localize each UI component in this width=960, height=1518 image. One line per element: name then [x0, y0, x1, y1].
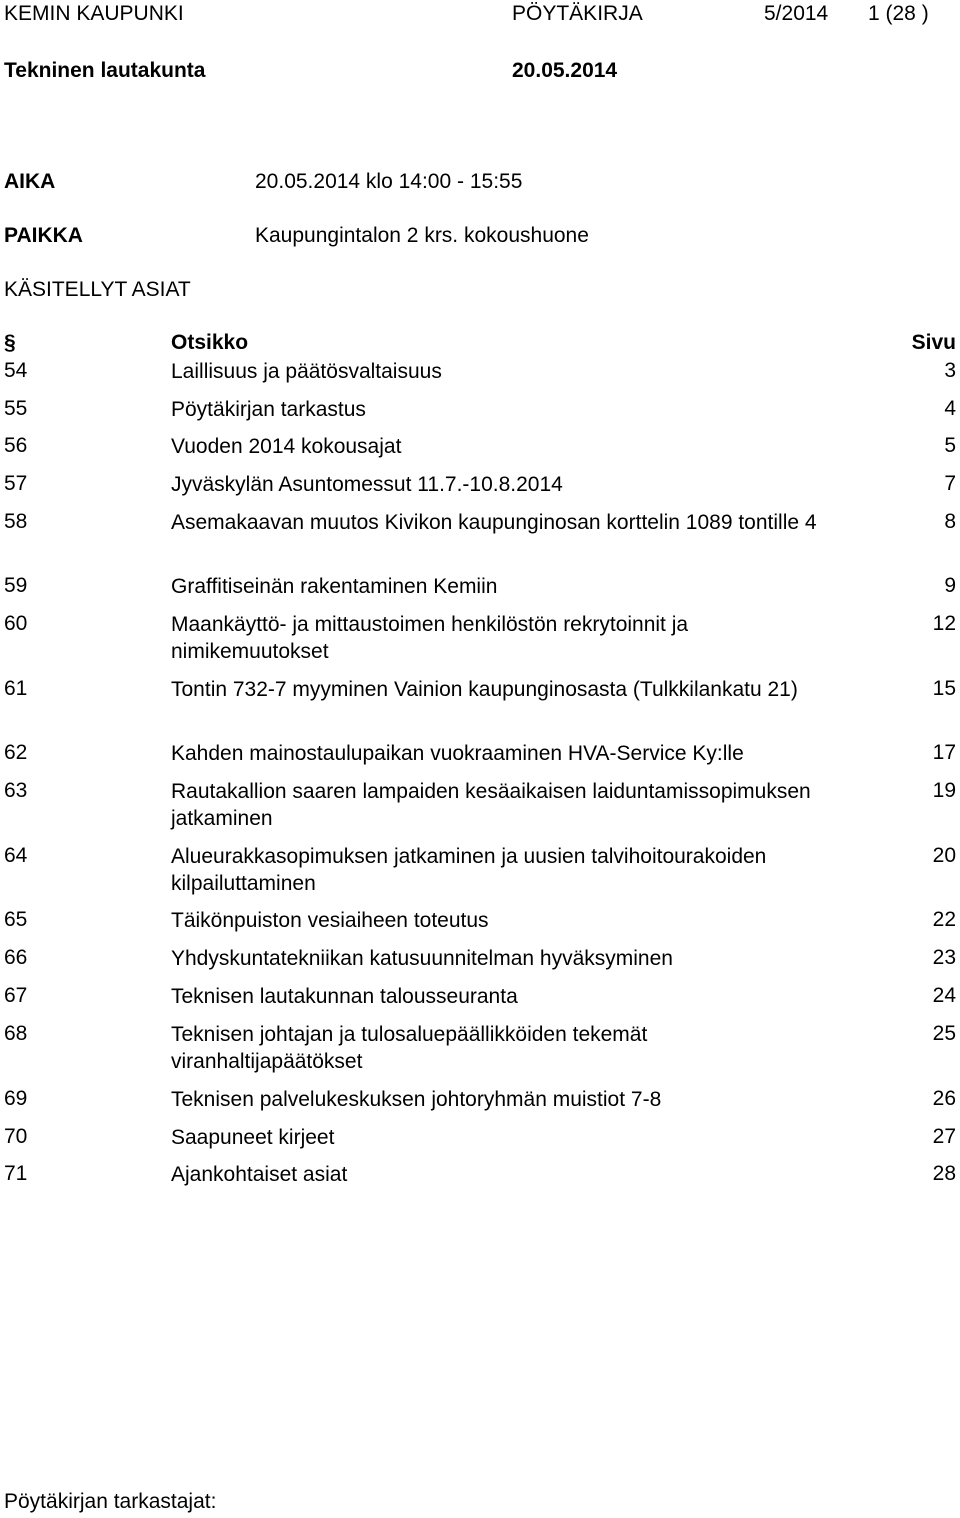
time-value: 20.05.2014 klo 14:00 - 15:55 — [255, 170, 523, 193]
agenda-item-number: 56 — [4, 434, 28, 457]
agenda-item-title: Vuoden 2014 kokousajat — [171, 435, 402, 458]
agenda-item-page: 24 — [932, 984, 956, 1007]
agenda-item-title: Teknisen palvelukeskuksen johtoryhmän muistiot 7-8 — [171, 1088, 662, 1111]
agenda-item-number: 55 — [4, 397, 28, 420]
agenda-item-page: 9 — [944, 574, 956, 597]
agenda-item-title: Saapuneet kirjeet — [171, 1126, 335, 1149]
agenda-item-number: 54 — [4, 359, 28, 382]
agenda-item-page: 22 — [932, 908, 956, 931]
agenda-item-page: 4 — [944, 397, 956, 420]
agenda-item-page: 20 — [932, 844, 956, 867]
agenda-item-page: 17 — [932, 741, 956, 764]
agenda-item-number: 60 — [4, 612, 28, 635]
agenda-item-number: 61 — [4, 677, 28, 700]
place-value: Kaupungintalon 2 krs. kokoushuone — [255, 224, 589, 247]
agenda-item-title: Asemakaavan muutos Kivikon kaupunginosan korttelin 1089 tontille 4 — [171, 511, 817, 534]
meeting-date: 20.05.2014 — [512, 59, 618, 82]
organization-name: KEMIN KAUPUNKI — [4, 2, 184, 25]
agenda-item-title: Teknisen lautakunnan talousseuranta — [171, 985, 518, 1008]
agenda-item-title: Tontin 732-7 myyminen Vainion kaupunginosasta (Tulkkilankatu 21) — [171, 678, 798, 701]
agenda-item-number: 70 — [4, 1125, 28, 1148]
agenda-item-number: 58 — [4, 510, 28, 533]
agenda-item-number: 62 — [4, 741, 28, 764]
agenda-item-title: Rautakallion saaren lampaiden kesäaikaisen laiduntamissopimuksen jatkaminen — [171, 780, 811, 830]
agenda-item-title: Yhdyskuntatekniikan katusuunnitelman hyväksyminen — [171, 947, 673, 970]
agenda-item-page: 28 — [932, 1162, 956, 1185]
agenda-item-page: 19 — [932, 779, 956, 802]
agenda-item-number: 69 — [4, 1087, 28, 1110]
column-header-title: Otsikko — [171, 331, 249, 354]
agenda-item-page: 8 — [944, 510, 956, 533]
agenda-item-page: 12 — [932, 612, 956, 635]
agenda-item-page: 5 — [944, 434, 956, 457]
agenda-item-page: 25 — [932, 1022, 956, 1045]
board-name: Tekninen lautakunta — [4, 59, 206, 82]
reviewers-label: Pöytäkirjan tarkastajat: — [4, 1490, 217, 1513]
agenda-item-number: 68 — [4, 1022, 28, 1045]
agenda-item-number: 59 — [4, 574, 28, 597]
time-label: AIKA — [4, 170, 56, 193]
agenda-item-title: Maankäyttö- ja mittaustoimen henkilöstön rekrytoinnit ja nimikemuutokset — [171, 613, 689, 663]
agenda-item-page: 23 — [932, 946, 956, 969]
column-header-page: Sivu — [911, 331, 956, 354]
agenda-item-page: 7 — [944, 472, 956, 495]
agenda-item-title: Kahden mainostaulupaikan vuokraaminen HVA-Service Ky:lle — [171, 742, 744, 765]
document-type: PÖYTÄKIRJA — [512, 2, 643, 25]
section-title: KÄSITELLYT ASIAT — [4, 278, 191, 301]
section-symbol-icon: § — [4, 331, 16, 354]
agenda-item-title: Teknisen johtajan ja tulosaluepäällikköiden tekemät viranhaltijapäätökset — [171, 1023, 648, 1073]
agenda-item-title: Alueurakkasopimuksen jatkaminen ja uusien talvihoitourakoiden kilpailuttaminen — [171, 845, 767, 895]
agenda-item-page: 27 — [932, 1125, 956, 1148]
page-indicator: 1 (28 ) — [868, 2, 929, 25]
agenda-item-number: 66 — [4, 946, 28, 969]
agenda-item-title: Laillisuus ja päätösvaltaisuus — [171, 360, 442, 383]
agenda-item-number: 67 — [4, 984, 28, 1007]
agenda-item-page: 26 — [932, 1087, 956, 1110]
agenda-item-number: 57 — [4, 472, 28, 495]
agenda-item-title: Ajankohtaiset asiat — [171, 1163, 348, 1186]
agenda-item-page: 15 — [932, 677, 956, 700]
agenda-item-number: 71 — [4, 1162, 28, 1185]
agenda-item-title: Graffitiseinän rakentaminen Kemiin — [171, 575, 498, 598]
agenda-item-title: Pöytäkirjan tarkastus — [171, 398, 366, 421]
agenda-item-number: 65 — [4, 908, 28, 931]
agenda-item-number: 63 — [4, 779, 28, 802]
place-label: PAIKKA — [4, 224, 83, 247]
agenda-item-number: 64 — [4, 844, 28, 867]
agenda-item-page: 3 — [944, 359, 956, 382]
agenda-item-title: Jyväskylän Asuntomessut 11.7.-10.8.2014 — [171, 473, 563, 496]
agenda-item-title: Täikönpuiston vesiaiheen toteutus — [171, 909, 489, 932]
document-number: 5/2014 — [764, 2, 829, 25]
